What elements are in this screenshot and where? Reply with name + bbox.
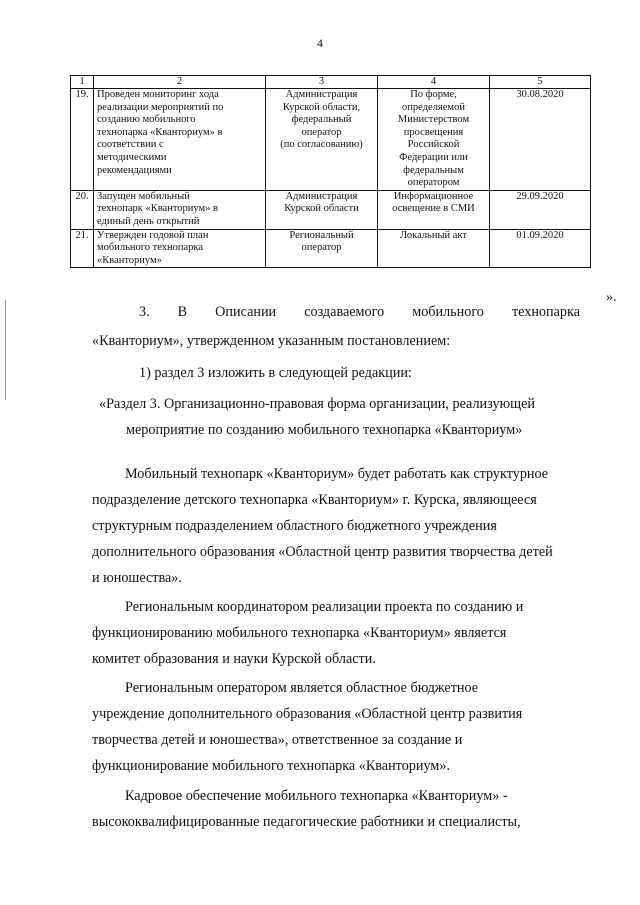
cell-line: Администрация [285, 89, 358, 100]
cell-line: Информационное [393, 190, 474, 202]
para-3-line: учреждение дополнительного образования «Областной центр развития [92, 706, 523, 722]
cell-line: реализации мероприятий по [97, 101, 224, 113]
para-1-line: структурным подразделением областного бюджетного учреждения [92, 518, 497, 534]
word: Описании [215, 304, 277, 320]
header-cell: 2 [94, 76, 266, 89]
header-cell: 5 [490, 76, 591, 89]
para-1-line: Мобильный технопарк «Кванториум» будет работать как структурное [125, 466, 549, 482]
cell-line: Локальный акт [400, 229, 467, 241]
cell-line: По форме, [410, 89, 457, 100]
para-1-line: дополнительного образования «Областной центр развития творчества детей [92, 544, 553, 560]
document-cell [378, 229, 490, 268]
para-2-line: Региональным координатором реализации проекта по созданию и [125, 599, 524, 615]
word: технопарка [511, 304, 580, 320]
page-number: 4 [317, 36, 323, 50]
cell-line: Министерством [397, 114, 470, 126]
date-cell: 29.09.2020 [490, 190, 591, 229]
para-1-line: подразделение детского технопарка «Кванториум» г. Курска, являющееся [92, 492, 537, 508]
header-cell: 3 [266, 76, 378, 89]
para-1-line: и юношества». [92, 570, 182, 586]
cell-line: федеральный [291, 114, 352, 126]
cell-line: оператор [301, 242, 342, 254]
para-4-line: Кадровое обеспечение мобильного технопарка «Кванториум» - [125, 788, 508, 804]
word: 3. [139, 304, 150, 320]
cell-line: единый день открытий [97, 215, 200, 227]
sub-item-1: 1) раздел 3 изложить в следующей редакции: [139, 365, 412, 381]
item-3-line-2: «Кванториум», утвержденном указанным постановлением: [92, 333, 451, 349]
item-3-line-1 [139, 304, 580, 321]
para-2-line: функционированию мобильного технопарка «Кванториум» является [92, 625, 507, 641]
cell-line: Региональный [289, 229, 354, 241]
cell-line: рекомендациями [97, 164, 172, 176]
table-row [71, 190, 591, 229]
row-number: 20. [71, 190, 94, 229]
cell-line: «Кванториум» [97, 254, 162, 266]
action-cell [94, 89, 266, 191]
cell-line: Федерации или [399, 151, 468, 163]
word: мобильного [412, 304, 484, 320]
cell-line: соответствии с [97, 139, 164, 151]
cell-line: технопарк «Кванториум» в [97, 203, 218, 215]
date-cell: 01.09.2020 [490, 229, 591, 268]
date-cell: 30.08.2020 [490, 89, 591, 191]
document-cell [378, 190, 490, 229]
cell-line: (по согласованию) [280, 139, 363, 151]
header-cell: 1 [71, 76, 94, 89]
cell-line: определяемой [402, 101, 465, 113]
cell-line: Проведен мониторинг хода [97, 89, 219, 100]
cell-line: Российской [407, 139, 460, 151]
para-3-line: Региональным оператором является областное бюджетное [125, 680, 479, 696]
cell-line: методическими [97, 151, 167, 163]
cell-line: созданию мобильного [97, 114, 196, 126]
table-header-row [71, 76, 591, 89]
cell-line: федеральным [403, 164, 464, 176]
cell-line: Администрация [285, 190, 358, 202]
cell-line: просвещения [403, 126, 464, 138]
row-number: 21. [71, 229, 94, 268]
responsible-cell [266, 89, 378, 191]
margin-rule [5, 300, 6, 400]
cell-line: Курской области, [282, 101, 361, 113]
closing-quote: ». [606, 290, 617, 305]
table-row [71, 229, 591, 268]
section-title-line-1: «Раздел 3. Организационно-правовая форма организации, реализующей [99, 396, 535, 412]
cell-line: Курской области [284, 203, 359, 215]
action-cell [94, 229, 266, 268]
cell-line: Запущен мобильный [97, 190, 190, 202]
para-3-line: функционирование мобильного технопарка «Кванториум». [92, 758, 451, 774]
cell-line: освещение в СМИ [392, 203, 475, 215]
document-cell [378, 89, 490, 191]
header-cell: 4 [378, 76, 490, 89]
para-2-line: комитет образования и науки Курской области. [92, 651, 376, 667]
cell-line: технопарка «Кванториум» в [97, 126, 223, 138]
cell-line: оператором [407, 177, 460, 189]
responsible-cell [266, 190, 378, 229]
table-row [71, 89, 591, 191]
schedule-table [70, 75, 591, 268]
para-4-line: высококвалифицированные педагогические работники и специалисты, [92, 814, 521, 830]
para-3-line: творчества детей и юношества», ответственное за создание и [92, 732, 463, 748]
responsible-cell [266, 229, 378, 268]
cell-line: оператор [301, 126, 342, 138]
row-number: 19. [71, 89, 94, 191]
action-cell [94, 190, 266, 229]
cell-line: Утвержден годовой план [97, 229, 209, 241]
word: В [177, 304, 188, 320]
cell-line: мобильного технопарка [97, 242, 204, 254]
section-title-line-2: мероприятие по созданию мобильного технопарка «Кванториум» [126, 422, 523, 438]
word: создаваемого [304, 304, 385, 320]
